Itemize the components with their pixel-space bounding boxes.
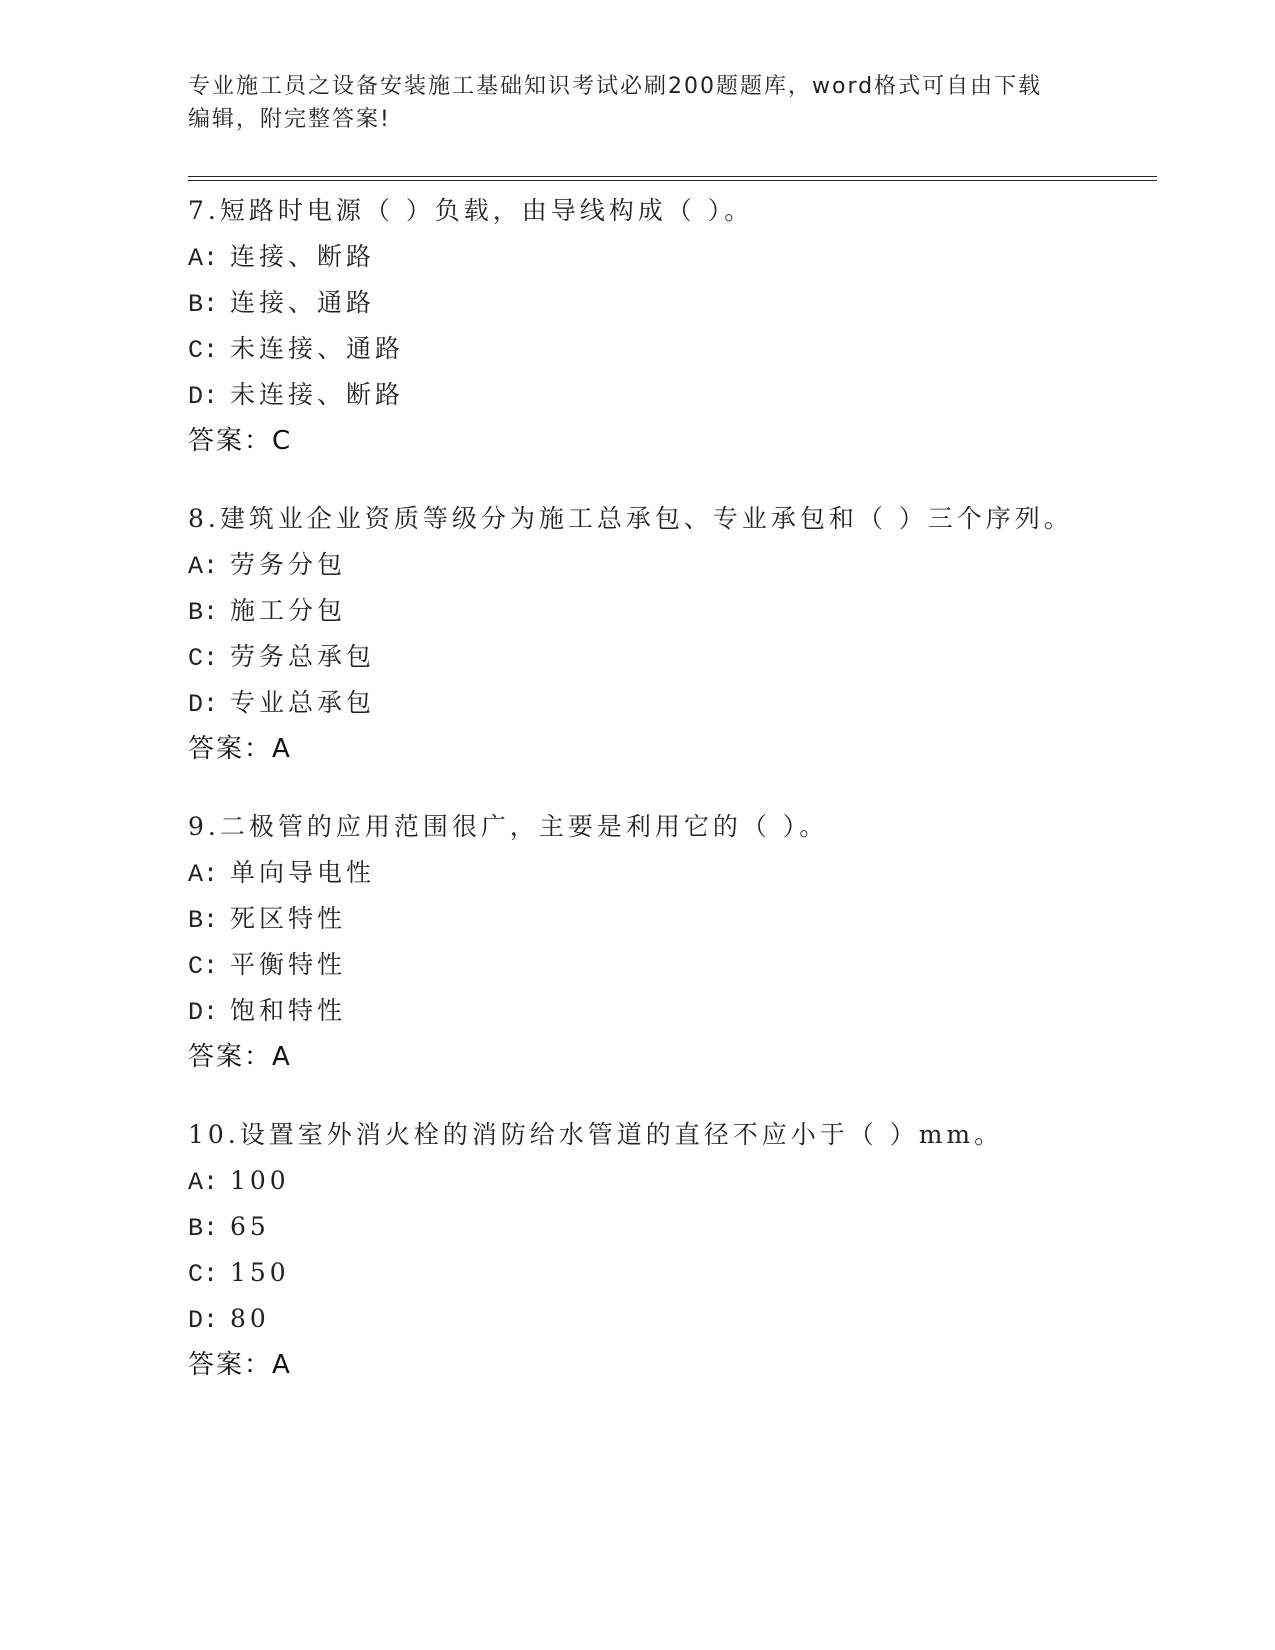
header-line-1: 专业施工员之设备安装施工基础知识考试必刷200题题库，word格式可自由下载 xyxy=(188,74,1043,99)
option-label: B: xyxy=(188,1214,219,1243)
option-c xyxy=(188,634,1168,680)
option-label: C: xyxy=(188,336,219,365)
document-header xyxy=(188,70,1088,136)
question-text: 8.建筑业企业资质等级分为施工总承包、专业承包和（ ）三个序列。 xyxy=(188,504,1073,533)
header-divider xyxy=(188,176,1157,181)
option-d xyxy=(188,372,1168,418)
answer-line: 答案：C xyxy=(188,426,293,456)
option-label: A: xyxy=(188,860,219,889)
option-label: B: xyxy=(188,290,219,319)
option-label: D: xyxy=(188,382,219,411)
option-c xyxy=(188,1250,1168,1296)
question-9 xyxy=(188,804,1168,1080)
option-text: 未连接、断路 xyxy=(229,380,404,409)
header-line-2: 编辑，附完整答案! xyxy=(188,107,391,132)
question-text: 10.设置室外消火栓的消防给水管道的直径不应小于（ ）mm。 xyxy=(188,1120,1004,1149)
option-text: 饱和特性 xyxy=(229,996,346,1025)
option-c xyxy=(188,942,1168,988)
question-text: 7.短路时电源（ ）负载，由导线构成（ ）。 xyxy=(188,196,754,225)
option-label: A: xyxy=(188,1168,219,1197)
option-text: 专业总承包 xyxy=(229,688,375,717)
option-text: 连接、断路 xyxy=(229,242,375,271)
option-b xyxy=(188,896,1168,942)
answer-line: 答案：A xyxy=(188,734,292,764)
option-a xyxy=(188,850,1168,896)
option-c xyxy=(188,326,1168,372)
option-text: 死区特性 xyxy=(229,904,346,933)
option-text: 施工分包 xyxy=(229,596,346,625)
option-text: 劳务分包 xyxy=(229,550,346,579)
option-label: B: xyxy=(188,906,219,935)
option-d xyxy=(188,988,1168,1034)
option-label: A: xyxy=(188,244,219,273)
question-7 xyxy=(188,188,1168,464)
option-label: A: xyxy=(188,552,219,581)
option-d xyxy=(188,1296,1168,1342)
option-b xyxy=(188,588,1168,634)
option-label: B: xyxy=(188,598,219,627)
option-text: 单向导电性 xyxy=(229,858,375,887)
option-text: 平衡特性 xyxy=(229,950,346,979)
option-label: C: xyxy=(188,644,219,673)
option-a xyxy=(188,234,1168,280)
option-b xyxy=(188,1204,1168,1250)
option-text: 150 xyxy=(229,1258,290,1287)
option-label: D: xyxy=(188,1306,219,1335)
question-10 xyxy=(188,1112,1168,1388)
option-label: D: xyxy=(188,690,219,719)
question-8 xyxy=(188,496,1168,772)
option-text: 劳务总承包 xyxy=(229,642,375,671)
option-label: D: xyxy=(188,998,219,1027)
option-text: 未连接、通路 xyxy=(229,334,404,363)
option-a xyxy=(188,1158,1168,1204)
option-text: 80 xyxy=(229,1304,270,1333)
question-text: 9.二极管的应用范围很广，主要是利用它的（ ）。 xyxy=(188,812,829,841)
answer-line: 答案：A xyxy=(188,1042,292,1072)
option-a xyxy=(188,542,1168,588)
option-label: C: xyxy=(188,952,219,981)
option-text: 连接、通路 xyxy=(229,288,375,317)
option-label: C: xyxy=(188,1260,219,1289)
option-b xyxy=(188,280,1168,326)
answer-line: 答案：A xyxy=(188,1350,292,1380)
option-d xyxy=(188,680,1168,726)
option-text: 65 xyxy=(229,1212,270,1241)
option-text: 100 xyxy=(229,1166,290,1195)
